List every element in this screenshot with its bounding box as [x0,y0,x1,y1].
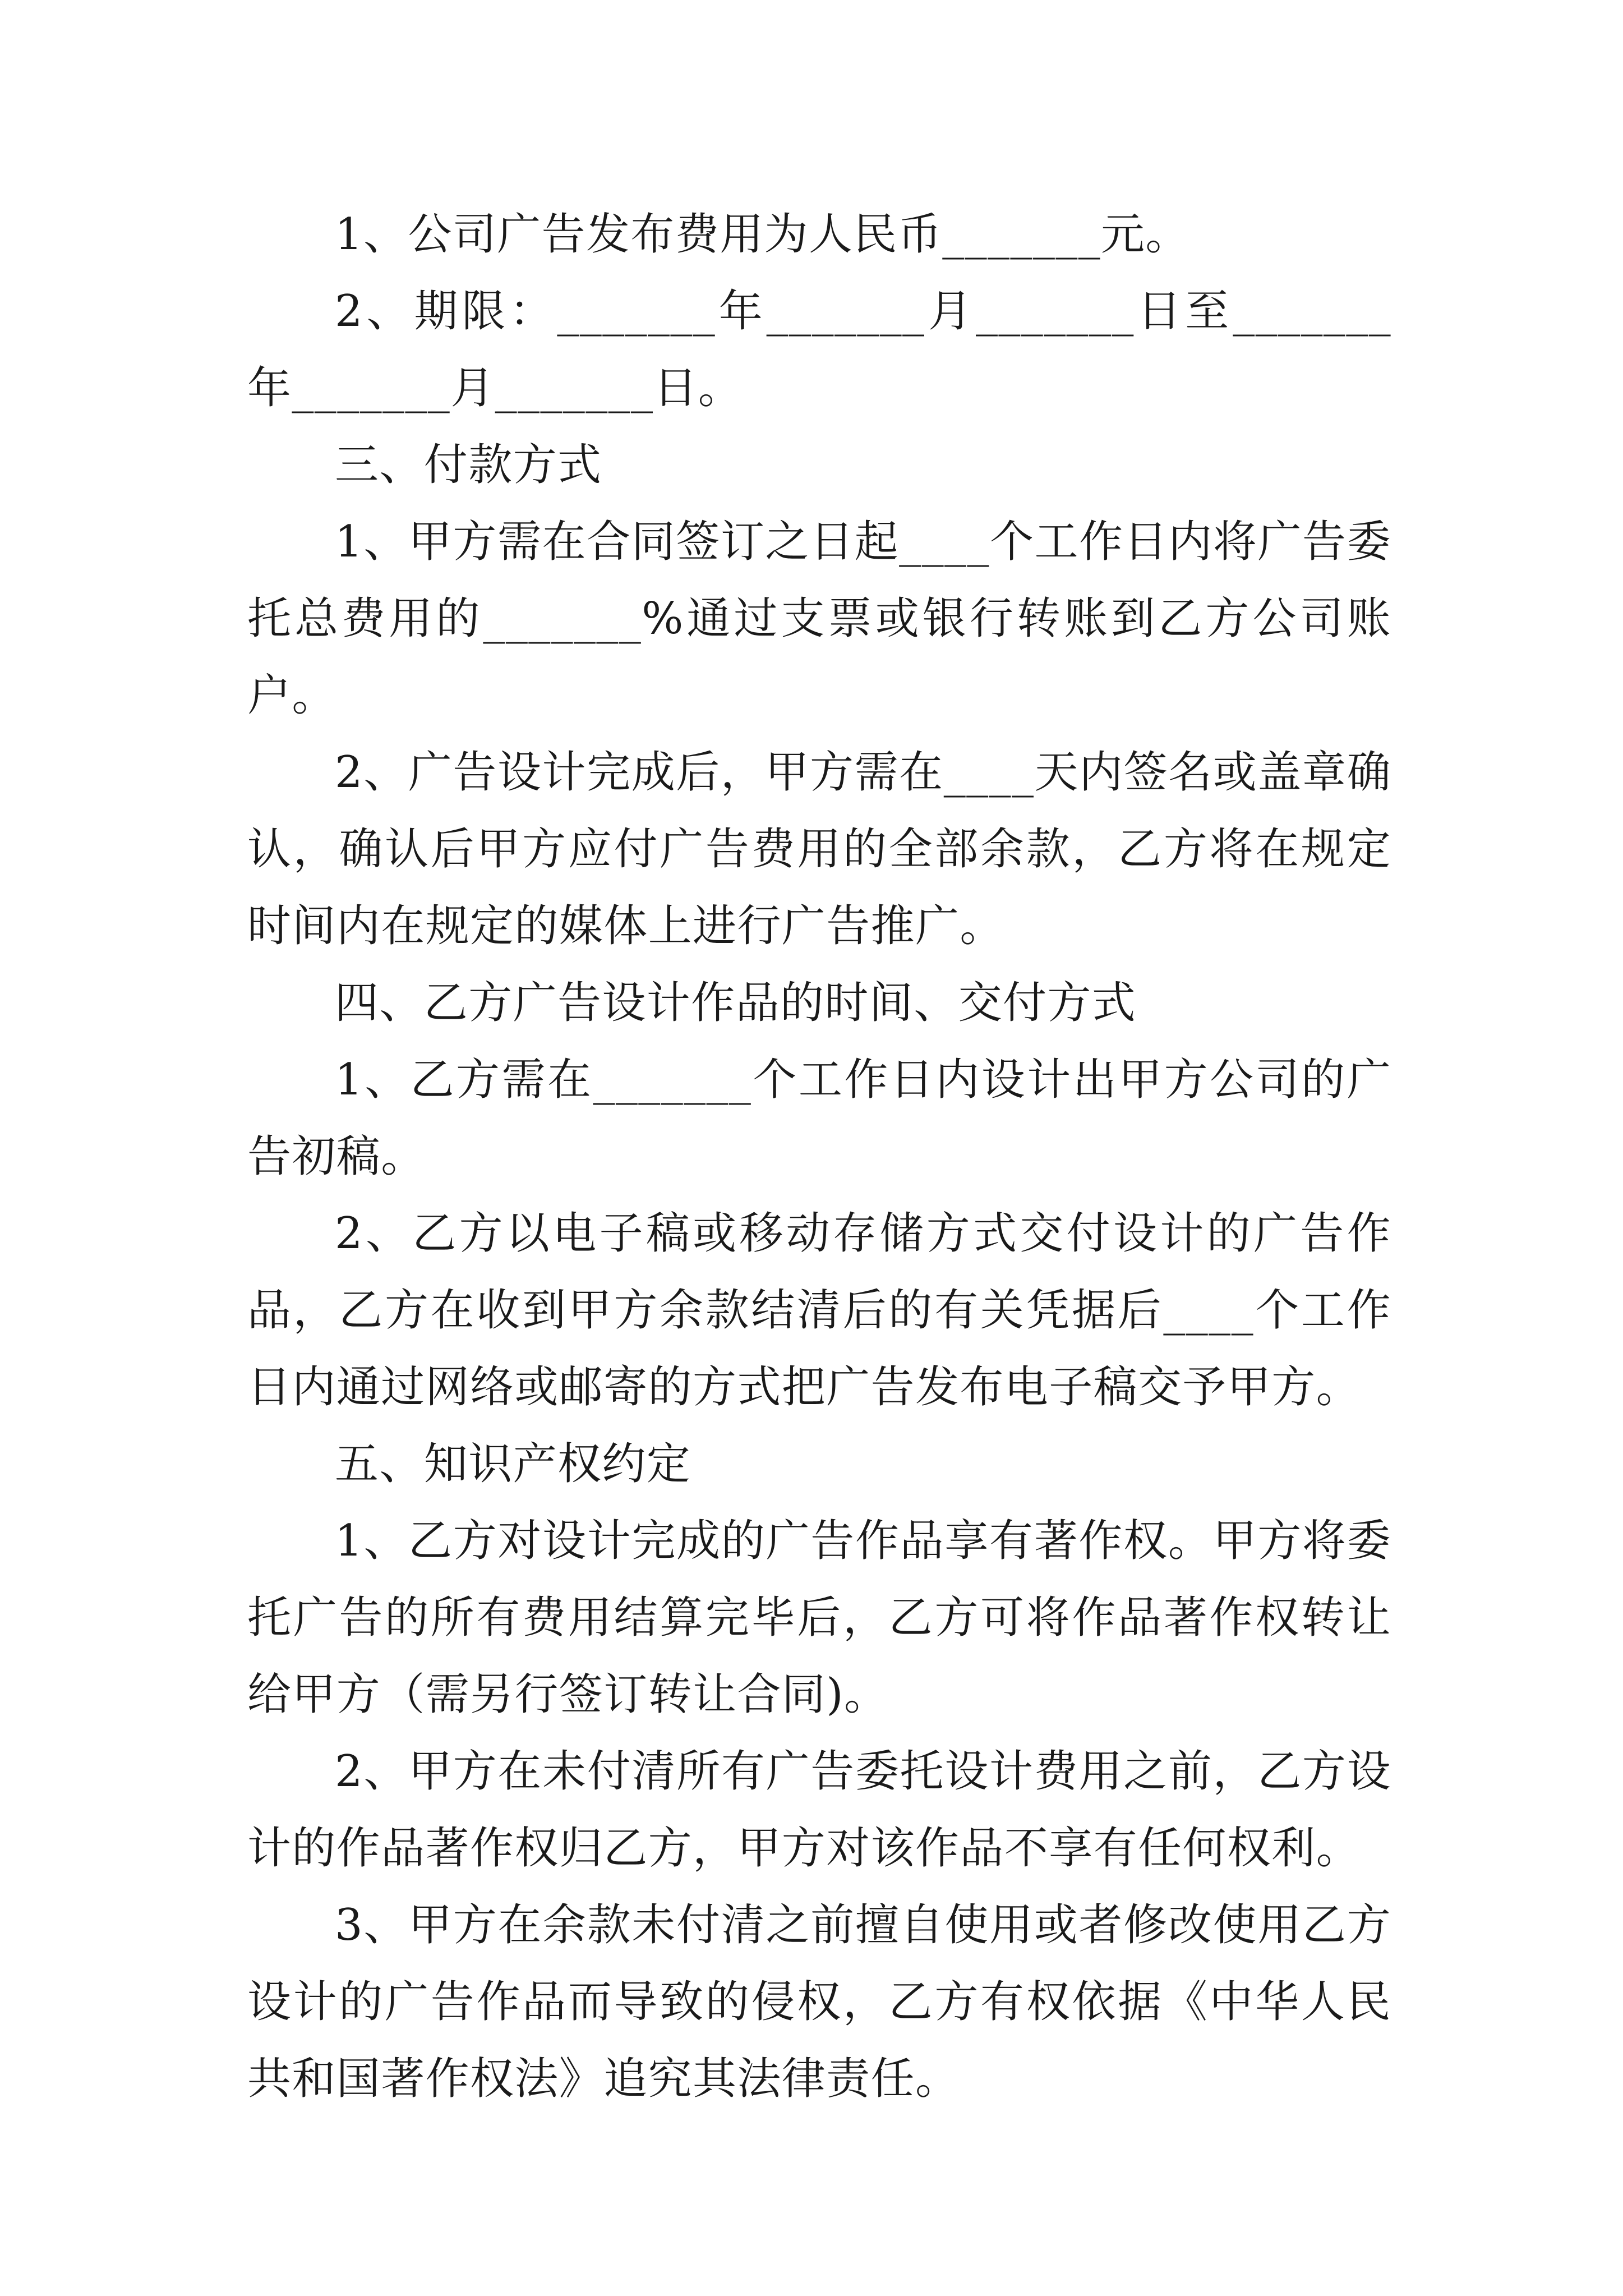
clause-ip-unpaid: 2、甲方在未付清所有广告委托设计费用之前，乙方设计的作品著作权归乙方，甲方对该作品不享有任何权利。 [247,1746,1391,1874]
clause-ip-copyright: 1、乙方对设计完成的广告作品享有著作权。甲方将委托广告的所有费用结算完毕后，乙方可将作品著作权转让给甲方（需另行签订转让合同)。 [247,1516,1391,1720]
section-heading-payment: 三、付款方式 [335,440,602,490]
clause-period: 2、期限：_______年_______月_______日至_______年_______月_______日。 [247,286,1391,413]
clause-ip-infringement: 3、甲方在余款未付清之前擅自使用或者修改使用乙方设计的广告作品而导致的侵权，乙方有权依据《中华人民共和国著作权法》追究其法律责任。 [247,1900,1391,2104]
section-heading-delivery: 四、乙方广告设计作品的时间、交付方式 [335,978,1137,1028]
clause-delivery-draft: 1、乙方需在_______个工作日内设计出甲方公司的广告初稿。 [247,1055,1391,1182]
document-body [247,196,1391,2118]
section-heading-ip: 五、知识产权约定 [335,1439,691,1489]
clause-payment-balance: 2、广告设计完成后，甲方需在____天内签名或盖章确认，确认后甲方应付广告费用的全部余款，乙方将在规定时间内在规定的媒体上进行广告推广。 [247,747,1391,951]
clause-fee: 1、公司广告发布费用为人民币_______元。 [335,209,1190,260]
clause-payment-deposit: 1、甲方需在合同签订之日起____个工作日内将广告委托总费用的_______%通过支票或银行转账到乙方公司账户。 [247,517,1391,721]
clause-delivery-method: 2、乙方以电子稿或移动存储方式交付设计的广告作品，乙方在收到甲方余款结清后的有关凭据后____个工作日内通过网络或邮寄的方式把广告发布电子稿交予甲方。 [247,1208,1391,1412]
